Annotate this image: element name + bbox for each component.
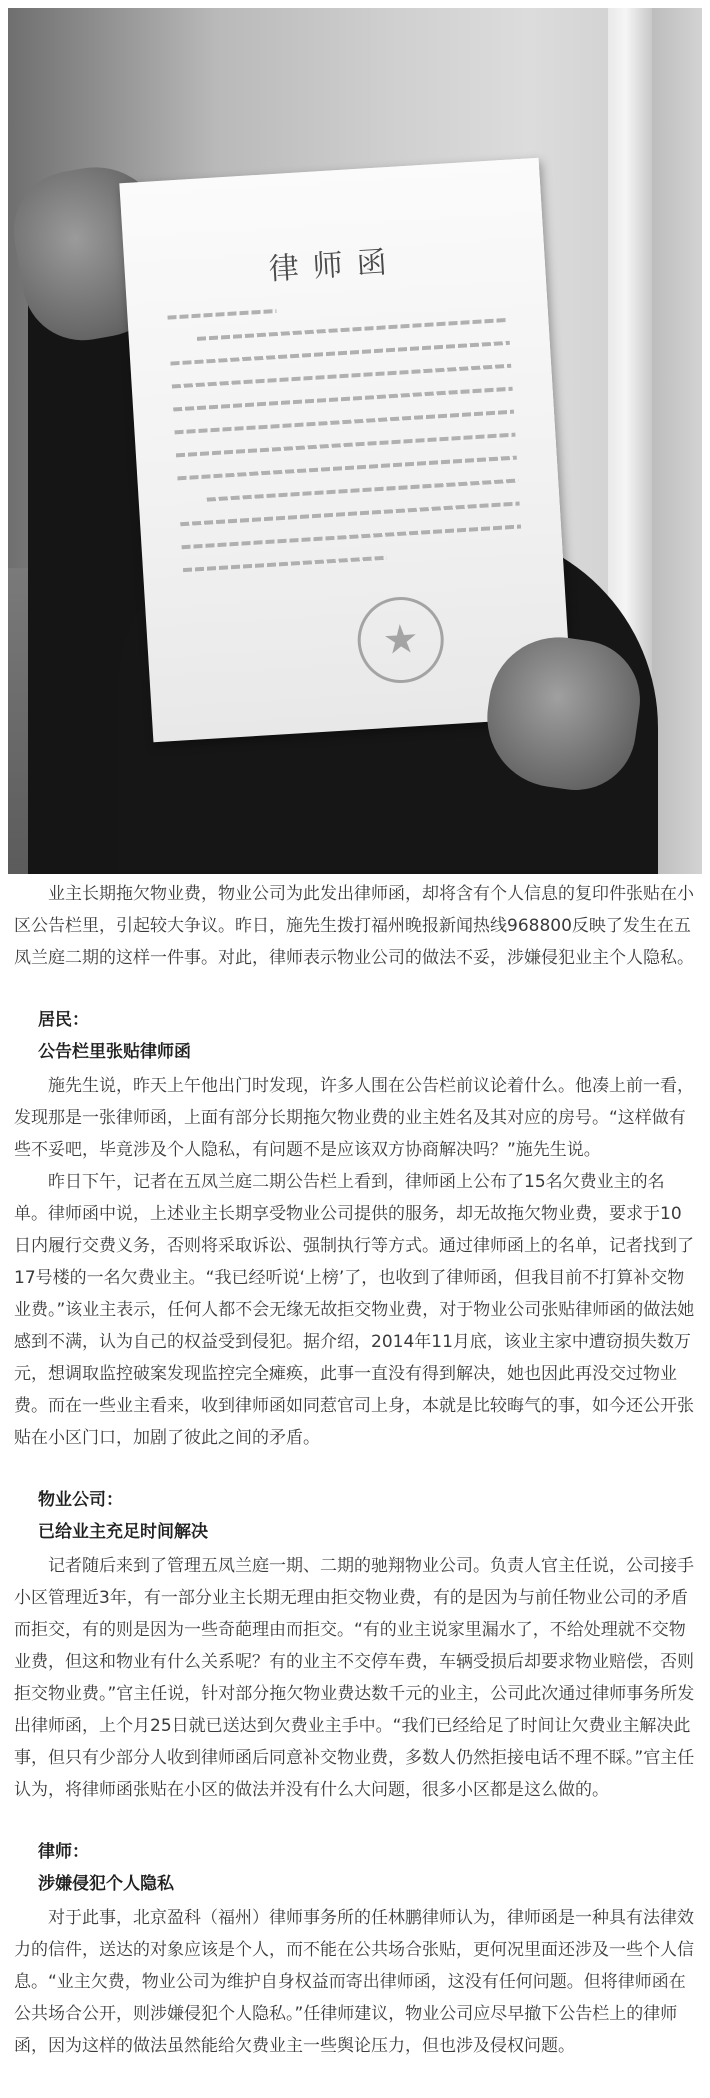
lawyer-letter-title: 律师函 — [267, 244, 402, 288]
official-seal-icon — [355, 594, 446, 685]
section-lawyer — [14, 1836, 696, 2062]
section-subheading: 已给业主充足时间解决 — [38, 1522, 208, 1542]
section-heading: 律师： — [38, 1842, 89, 1862]
section-subheading: 公告栏里张贴律师函 — [38, 1042, 191, 1062]
photo-door-panel — [652, 8, 702, 874]
article-photo — [8, 8, 702, 874]
paragraph: 昨日下午，记者在五凤兰庭二期公告栏上看到，律师函上公布了15名欠费业主的名单。律师函中说，上述业主长期享受物业公司提供的服务，却无故拖欠物业费，要求于10日内履行交费义务，否则将采取诉讼、强制执行等方式。通过律师函上的名单，记者找到了17号楼的一名欠费业主。“我已经听说‘上榜’了，也收到了律师函，但我目前不打算补交物业费。”该业主表示，任何人都不会无缘无故拒交物业费，对于物业公司张贴律师函的做法她感到不满，认为自己的权益受到侵犯。据介绍，2014年11月底，该业主家中遭窃损失数万元，想调取监控破案发现监控完全瘫痪，此事一直没有得到解决，她也因此再没交过物业费。而在一些业主看来，收到律师函如同惹官司上身，本就是比较晦气的事，如今还公开张贴在小区门口，加剧了彼此之间的矛盾。 — [14, 1172, 695, 1448]
paragraph: 施先生说，昨天上午他出门时发现，许多人围在公告栏前议论着什么。他凑上前一看，发现那是一张律师函，上面有部分长期拖欠物业费的业主姓名及其对应的房号。“这样做有些不妥吧，毕竟涉及个人隐私，有问题不是应该双方协商解决吗？”施先生说。 — [14, 1076, 694, 1160]
section-subheading: 涉嫌侵犯个人隐私 — [38, 1874, 174, 1894]
section-property-company — [14, 1484, 696, 1806]
photo-caption: 业主长期拖欠物业费，物业公司为此发出律师函，却将含有个人信息的复印件张贴在小区公告栏里，引起较大争议。昨日，施先生拨打福州晚报新闻热线968800反映了发生在五凤兰庭二期的这样一件事。对此，律师表示物业公司的做法不妥，涉嫌侵犯业主个人隐私。 — [14, 884, 694, 968]
section-heading: 居民： — [38, 1010, 89, 1030]
article-body — [14, 874, 696, 2062]
paragraph: 记者随后来到了管理五凤兰庭一期、二期的驰翔物业公司。负责人官主任说，公司接手小区管理近3年，有一部分业主长期无理由拒交物业费，有的是因为与前任物业公司的矛盾而拒交，有的则是因为一些奇葩理由而拒交。“有的业主说家里漏水了，不给处理就不交物业费，但这和物业有什么关系呢？有的业主不交停车费，车辆受损后却要求物业赔偿，否则拒交物业费。”官主任说，针对部分拖欠物业费达数千元的业主，公司此次通过律师事务所发出律师函，上个月25日就已送达到欠费业主手中。“我们已经给足了时间让欠费业主解决此事，但只有少部分人收到律师函后同意补交物业费，多数人仍然拒接电话不理不睬。”官主任认为，将律师函张贴在小区的做法并没有什么大问题，很多小区都是这么做的。 — [14, 1556, 695, 1800]
section-heading: 物业公司： — [38, 1490, 123, 1510]
paragraph: 对于此事，北京盈科（福州）律师事务所的任林鹏律师认为，律师函是一种具有法律效力的信件，送达的对象应该是个人，而不能在公共场合张贴，更何况里面还涉及一些个人信息。“业主欠费，物业公司为维护自身权益而寄出律师函，这没有任何问题。但将律师函在公共场合公开，则涉嫌侵犯个人隐私。”任律师建议，物业公司应尽早撤下公告栏上的律师函，因为这样的做法虽然能给欠费业主一些舆论压力，但也涉及侵权问题。 — [14, 1908, 694, 2056]
section-residents — [14, 1004, 696, 1454]
lawyer-letter-body-lines — [167, 295, 523, 591]
lawyer-letter-paper — [119, 158, 572, 743]
